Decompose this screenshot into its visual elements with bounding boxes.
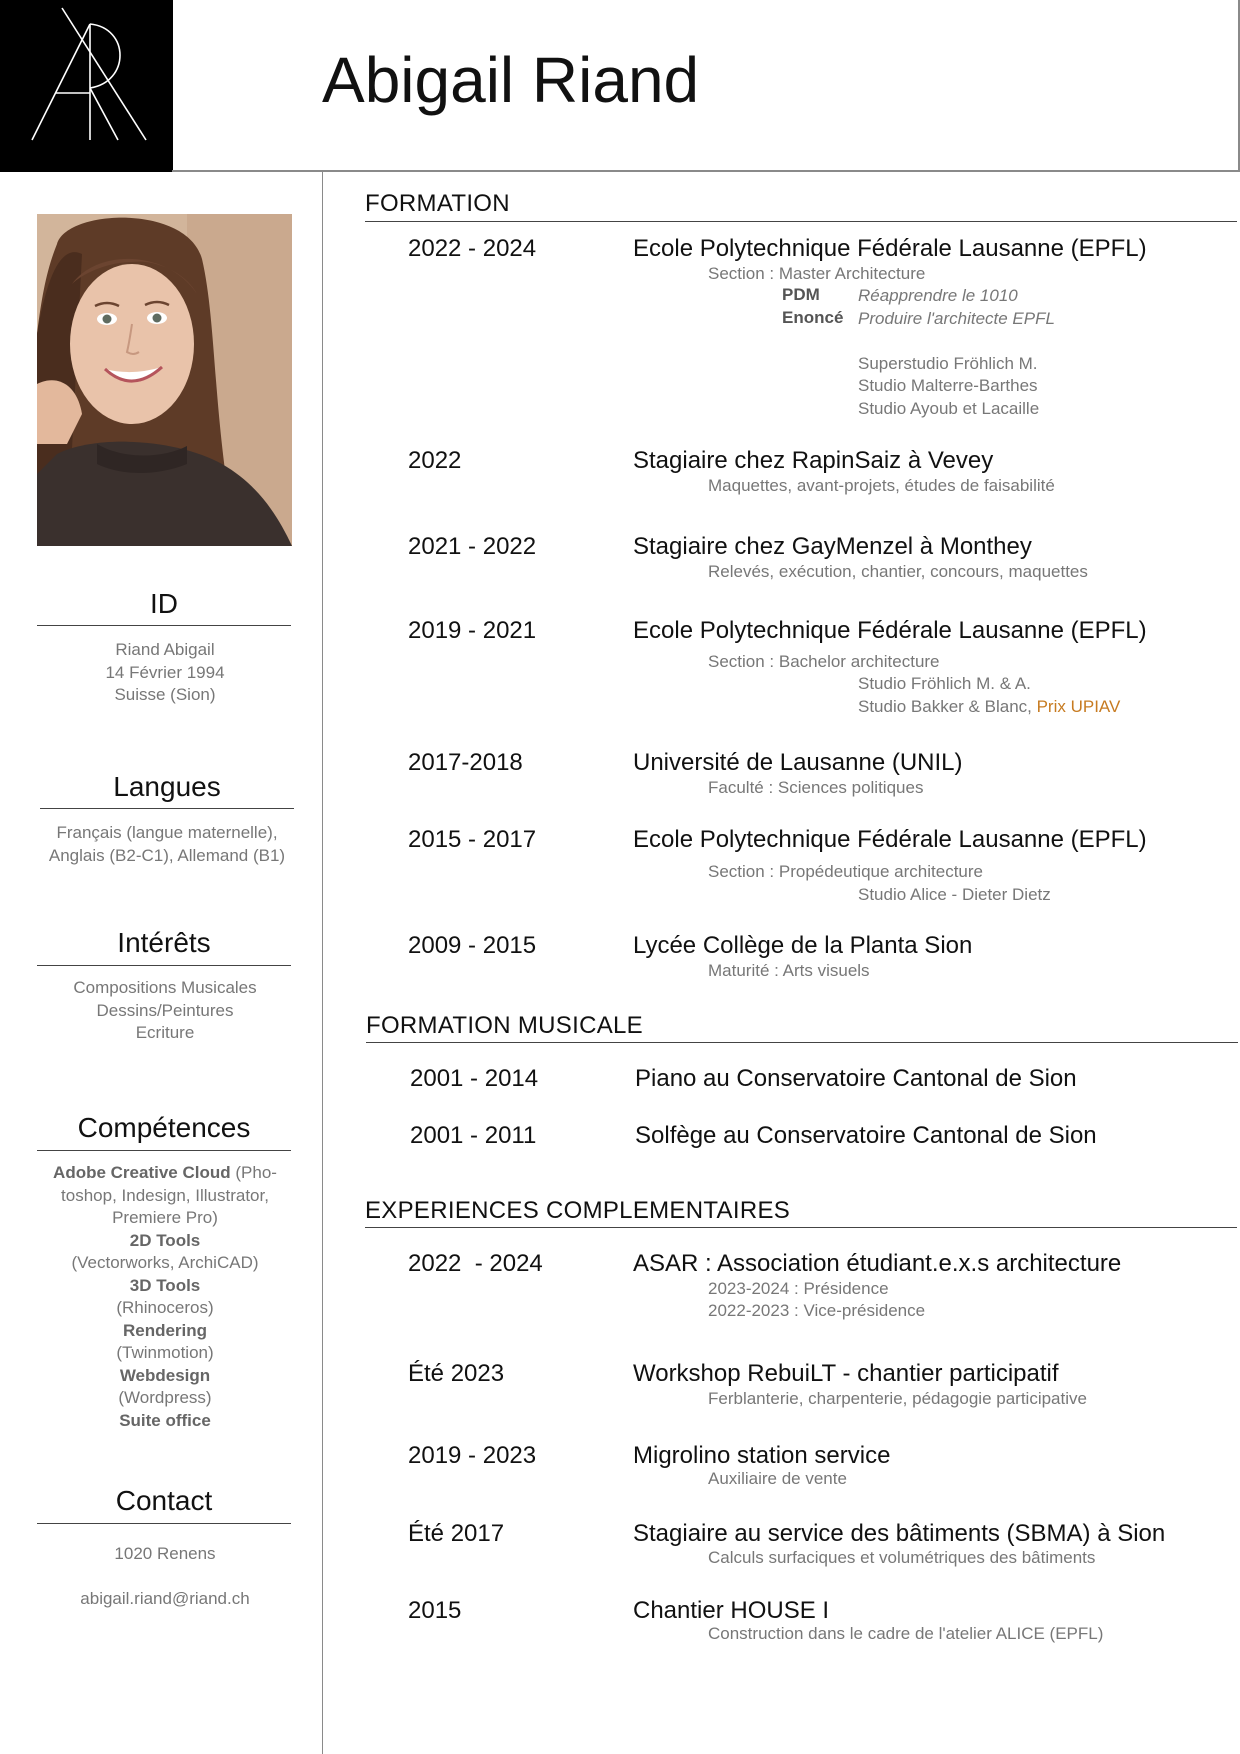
interet-item: Dessins/Peintures <box>96 1000 234 1020</box>
interets-heading: Intérêts <box>117 927 211 958</box>
person-name: Abigail Riand <box>322 44 700 116</box>
studio-item: Studio Ayoub et Lacaille <box>858 399 1040 418</box>
entry-subtitle: Relevés, exécution, chantier, concours, maquettes <box>708 562 1088 581</box>
interet-item: Ecriture <box>135 1023 195 1042</box>
competences-details <box>20 1162 310 1432</box>
entry-years: 2017-2018 <box>408 749 523 776</box>
competence-adobe-cont: toshop, Indesign, Illustrator, <box>61 1185 269 1205</box>
competence-suite-office: Suite office <box>119 1410 211 1430</box>
contact-email[interactable]: abigail.riand@riand.ch <box>80 1589 250 1608</box>
competence-3d-tools: (Rhinoceros) <box>116 1298 214 1317</box>
entry-years: 2022 <box>408 447 462 474</box>
competences-heading: Compétences <box>77 1112 251 1143</box>
studio-item: Studio Alice - Dieter Dietz <box>858 885 1051 904</box>
interet-item: Compositions Musicales <box>73 978 257 997</box>
interets-details <box>20 977 310 1045</box>
entry-years: 2015 <box>408 1597 462 1624</box>
langues-line-2: Anglais (B2-C1), Allemand (B1) <box>48 845 286 865</box>
portrait-illustration <box>37 214 292 546</box>
enonce-value: Produire l'architecte EPFL <box>858 309 1055 328</box>
entry-subtitle: Maturité : Arts visuels <box>708 961 870 980</box>
entry-title: Ecole Polytechnique Fédérale Lausanne (EPFL) <box>633 617 1147 644</box>
interets-rule <box>37 965 291 966</box>
entry-title: Solfège au Conservatoire Cantonal de Sion <box>635 1122 1097 1149</box>
id-birthdate: 14 Février 1994 <box>105 662 225 682</box>
musicale-heading: FORMATION MUSICALE <box>366 1012 643 1039</box>
entry-years: 2015 - 2017 <box>408 826 537 853</box>
studio-item: Studio Malterre-Barthes <box>858 376 1038 395</box>
entry-years: 2001 - 2014 <box>410 1065 539 1092</box>
entry-title: Ecole Polytechnique Fédérale Lausanne (EPFL) <box>633 235 1147 262</box>
id-details <box>20 639 310 707</box>
entry-years: 2021 - 2022 <box>408 533 537 560</box>
logo <box>0 0 173 172</box>
entry-years: 2009 - 2015 <box>408 932 537 959</box>
competence-webdesign-tools: (Wordpress) <box>118 1388 212 1407</box>
id-rule <box>37 625 291 626</box>
contact-address: 1020 Renens <box>114 1544 216 1563</box>
studio-item: Studio Fröhlich M. & A. <box>858 674 1031 693</box>
entry-subtitle: 2023-2024 : Présidence <box>708 1279 889 1298</box>
entry-subtitle: Faculté : Sciences politiques <box>708 778 924 797</box>
musicale-rule <box>366 1042 1238 1043</box>
entry-years: Été 2023 <box>408 1360 505 1387</box>
entry-title: ASAR : Association étudiant.e.x.s architecture <box>633 1250 1122 1277</box>
entry-years: 2001 - 2011 <box>410 1122 537 1149</box>
entry-title: Workshop RebuiLT - chantier participatif <box>633 1360 1059 1387</box>
langues-heading: Langues <box>113 771 221 802</box>
experiences-rule <box>365 1227 1237 1228</box>
id-heading: ID <box>150 588 178 619</box>
profile-photo <box>37 214 292 546</box>
studio-item: Studio Bakker & Blanc, Prix UPIAV <box>858 697 1121 716</box>
formation-heading: FORMATION <box>365 190 510 217</box>
id-nationality: Suisse (Sion) <box>114 685 216 704</box>
langues-rule <box>40 808 294 809</box>
entry-subtitle: Ferblanterie, charpenterie, pédagogie participative <box>708 1389 1087 1408</box>
entry-title: Université de Lausanne (UNIL) <box>633 749 963 776</box>
entry-title: Stagiaire chez RapinSaiz à Vevey <box>633 447 994 474</box>
ar-monogram-logo <box>0 0 173 172</box>
langues-line-1: Français (langue maternelle), <box>56 823 278 842</box>
entry-years: 2019 - 2021 <box>408 617 537 644</box>
entry-title: Chantier HOUSE I <box>633 1597 830 1624</box>
entry-section: Section : Bachelor architecture <box>708 652 940 671</box>
entry-title: Migrolino station service <box>633 1442 891 1469</box>
entry-title: Piano au Conservatoire Cantonal de Sion <box>635 1065 1077 1092</box>
prize-badge: Prix UPIAV <box>1036 697 1121 716</box>
entry-years: 2019 - 2023 <box>408 1442 537 1469</box>
enonce-label: Enoncé <box>782 308 844 327</box>
entry-title: Lycée Collège de la Planta Sion <box>633 932 973 959</box>
competences-rule <box>37 1150 291 1151</box>
pdm-value: Réapprendre le 1010 <box>858 286 1018 305</box>
competence-rendering-title: Rendering <box>122 1320 208 1340</box>
column-divider <box>322 172 323 1754</box>
competence-2d-title: 2D Tools <box>129 1230 201 1250</box>
entry-subtitle: Calculs surfaciques et volumétriques des bâtiments <box>708 1548 1096 1567</box>
entry-section: Section : Propédeutique architecture <box>708 862 984 881</box>
competence-adobe: Adobe Creative Cloud (Pho- <box>53 1163 277 1182</box>
entry-subtitle: 2022-2023 : Vice-présidence <box>708 1301 926 1320</box>
competence-webdesign-title: Webdesign <box>119 1365 211 1385</box>
entry-title: Stagiaire au service des bâtiments (SBMA) à Sion <box>633 1520 1166 1547</box>
entry-subtitle: Maquettes, avant-projets, études de faisabilité <box>708 476 1055 495</box>
experiences-heading: EXPERIENCES COMPLEMENTAIRES <box>365 1197 791 1224</box>
competence-2d-tools: (Vectorworks, ArchiCAD) <box>71 1253 259 1272</box>
entry-section: Section : Master Architecture <box>708 264 926 283</box>
competence-rendering-tools: (Twinmotion) <box>116 1343 214 1362</box>
entry-subtitle: Construction dans le cadre de l'atelier ALICE (EPFL) <box>708 1624 1104 1643</box>
contact-rule <box>37 1523 291 1524</box>
entry-title: Ecole Polytechnique Fédérale Lausanne (EPFL) <box>633 826 1147 853</box>
competence-3d-title: 3D Tools <box>129 1275 201 1295</box>
entry-years: Été 2017 <box>408 1520 505 1547</box>
competence-adobe-cont: Premiere Pro) <box>112 1208 218 1227</box>
langues-details <box>22 822 312 867</box>
entry-years: 2022 - 2024 <box>408 235 537 262</box>
contact-heading: Contact <box>115 1485 213 1516</box>
pdm-label: PDM <box>782 285 820 304</box>
entry-years: 2022 - 2024 <box>408 1250 543 1277</box>
entry-title: Stagiaire chez GayMenzel à Monthey <box>633 533 1032 560</box>
studio-item: Superstudio Fröhlich M. <box>858 354 1038 373</box>
id-name: Riand Abigail <box>115 640 215 659</box>
entry-subtitle: Auxiliaire de vente <box>708 1469 847 1488</box>
formation-rule <box>365 221 1237 222</box>
